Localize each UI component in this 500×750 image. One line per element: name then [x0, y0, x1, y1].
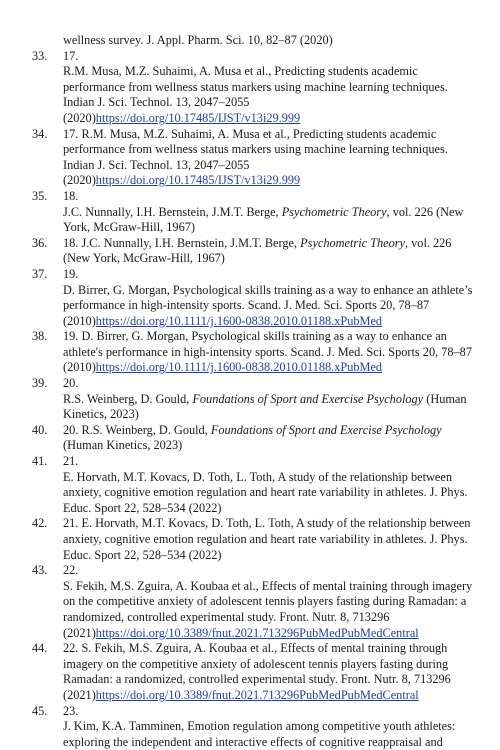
reference-year: (2020)	[63, 173, 96, 188]
reference-text: , vol. 226	[405, 235, 452, 250]
reference-entry-38	[32, 329, 473, 376]
reference-text: 21.	[63, 454, 79, 469]
reference-authors: R.S. Weinberg, D. Gould,	[63, 391, 193, 406]
reference-text: exploring the independent and interactive effects of cognitive reappraisal and	[63, 734, 443, 749]
reference-number: 38.	[32, 329, 48, 344]
book-title: Psychometric Theory	[281, 204, 387, 219]
doi-link[interactable]: https://doi.org/10.3389/fnut.2021.713296PubMedPubMedCentral	[95, 687, 419, 702]
reference-text: 22. S. Fekih, M.S. Zguira, A. Koubaa et al., Effects of mental training through	[63, 641, 448, 656]
reference-number: 44.	[32, 641, 48, 656]
reference-entry-42	[32, 516, 473, 563]
reference-text: Ramadan: a randomized, controlled experimental study. Front. Nutr. 8, 713296	[63, 672, 451, 687]
reference-text: Indian J. Sci. Technol. 13, 2047–2055	[63, 95, 250, 110]
reference-authors: 18. J.C. Nunnally, I.H. Bernstein, J.M.T. Berge,	[63, 235, 301, 250]
reference-number: 36.	[32, 235, 48, 250]
reference-authors: J.C. Nunnally, I.H. Bernstein, J.M.T. Berge,	[63, 204, 282, 219]
reference-text: 17.	[63, 48, 79, 63]
reference-text: E. Horvath, M.T. Kovacs, D. Toth, L. Toth, A study of the relationship between	[63, 469, 452, 484]
reference-number: 35.	[32, 188, 48, 203]
book-title: Foundations of Sport and Exercise Psychology	[192, 391, 424, 406]
reference-text: 23.	[63, 703, 79, 718]
reference-entry-41	[32, 454, 473, 516]
doi-link[interactable]: https://doi.org/10.17485/IJST/v13i29.999	[95, 173, 301, 188]
reference-text: R.M. Musa, M.Z. Suhaimi, A. Musa et al., Predicting students academic	[63, 64, 418, 79]
reference-entry-44	[32, 641, 473, 703]
reference-text: 20.	[63, 376, 79, 391]
reference-year: (2021)	[63, 625, 96, 640]
reference-year: (2020)	[63, 110, 96, 125]
reference-entry-40	[32, 422, 473, 454]
reference-text: York, McGraw-Hill, 1967)	[63, 220, 195, 235]
reference-authors: 20. R.S. Weinberg, D. Gould,	[63, 422, 211, 437]
reference-text: performance from wellness status markers using machine learning techniques.	[63, 79, 448, 94]
book-title: Psychometric Theory	[300, 235, 405, 250]
doi-link[interactable]: https://doi.org/10.3389/fnut.2021.713296PubMedPubMedCentral	[95, 625, 419, 640]
reference-list	[32, 33, 473, 750]
reference-text: S. Fekih, M.S. Zguira, A. Koubaa et al., Effects of mental training through imagery	[63, 578, 473, 593]
reference-text: 19.	[63, 266, 79, 281]
reference-entry-43	[32, 563, 473, 641]
reference-number: 34.	[32, 126, 48, 141]
reference-text: Indian J. Sci. Technol. 13, 2047–2055	[63, 157, 250, 172]
reference-text: performance in high-intensity sports. Scand. J. Med. Sci. Sports 20, 78–87	[63, 298, 430, 313]
reference-year: (2010)	[63, 360, 96, 375]
reference-year: (2021)	[63, 687, 96, 702]
reference-continuation	[63, 33, 473, 49]
reference-text: 17. R.M. Musa, M.Z. Suhaimi, A. Musa et al., Predicting students academic	[63, 126, 437, 141]
reference-text: Educ. Sport 22, 528–534 (2022)	[63, 500, 222, 515]
reference-number: 40.	[32, 422, 48, 437]
reference-text: athlete's performance in high-intensity sports. Scand. J. Med. Sci. Sports 20, 78–87	[63, 344, 472, 359]
reference-entry-33	[32, 48, 473, 127]
doi-link[interactable]: https://doi.org/10.1111/j.1600-0838.2010.01188.xPubMed	[95, 313, 383, 328]
reference-text: on the competitive anxiety of adolescent tennis players fasting during Ramadan: a	[63, 594, 467, 609]
reference-text: Educ. Sport 22, 528–534 (2022)	[63, 547, 222, 562]
reference-text: anxiety, cognitive emotion regulation and heart rate variability in athletes. J. Phys.	[63, 485, 468, 500]
reference-text: (New York, McGraw-Hill, 1967)	[63, 251, 225, 266]
reference-number: 42.	[32, 516, 48, 531]
reference-entry-45	[32, 703, 473, 750]
reference-text: imagery on the competitive anxiety of adolescent tennis players fasting during	[63, 656, 449, 671]
doi-link[interactable]: https://doi.org/10.1111/j.1600-0838.2010.01188.xPubMed	[95, 360, 383, 375]
reference-text: wellness survey. J. Appl. Pharm. Sci. 10, 82–87 (2020)	[63, 33, 333, 47]
reference-text: J. Kim, K.A. Tamminen, Emotion regulation among competitive youth athletes:	[63, 719, 456, 734]
reference-number: 33.	[32, 48, 48, 63]
reference-text: , vol. 226 (New	[386, 204, 464, 219]
reference-text: randomized, controlled experimental study. Front. Nutr. 8, 713296	[63, 609, 390, 624]
reference-number: 37.	[32, 266, 48, 281]
reference-text: 21. E. Horvath, M.T. Kovacs, D. Toth, L. Toth, A study of the relationship between	[63, 516, 471, 531]
reference-entry-37	[32, 266, 473, 329]
reference-entry-39	[32, 376, 473, 423]
reference-text: performance from wellness status markers using machine learning techniques.	[63, 142, 448, 157]
doi-link[interactable]: https://doi.org/10.17485/IJST/v13i29.999	[95, 110, 301, 125]
reference-text: Kinetics, 2023)	[63, 407, 139, 422]
reference-number: 39.	[32, 376, 48, 391]
reference-text: D. Birrer, G. Morgan, Psychological skills training as a way to enhance an athlete’s	[63, 282, 473, 297]
reference-entry-36	[32, 235, 473, 267]
reference-text: 18.	[63, 188, 79, 203]
reference-number: 43.	[32, 563, 48, 578]
reference-text: (Human	[423, 391, 467, 406]
reference-number: 41.	[32, 454, 48, 469]
reference-year: (2010)	[63, 313, 96, 328]
reference-entry-35	[32, 188, 473, 236]
reference-entry-34	[32, 126, 473, 189]
book-title: Foundations of Sport and Exercise Psychology	[210, 422, 442, 437]
reference-text: 19. D. Birrer, G. Morgan, Psychological skills training as a way to enhance an	[63, 329, 447, 344]
reference-text: 22.	[63, 563, 79, 578]
reference-text: (Human Kinetics, 2023)	[63, 438, 183, 453]
reference-text: anxiety, cognitive emotion regulation and heart rate variability in athletes. J. Phys.	[63, 532, 468, 546]
reference-number: 45.	[32, 703, 48, 718]
